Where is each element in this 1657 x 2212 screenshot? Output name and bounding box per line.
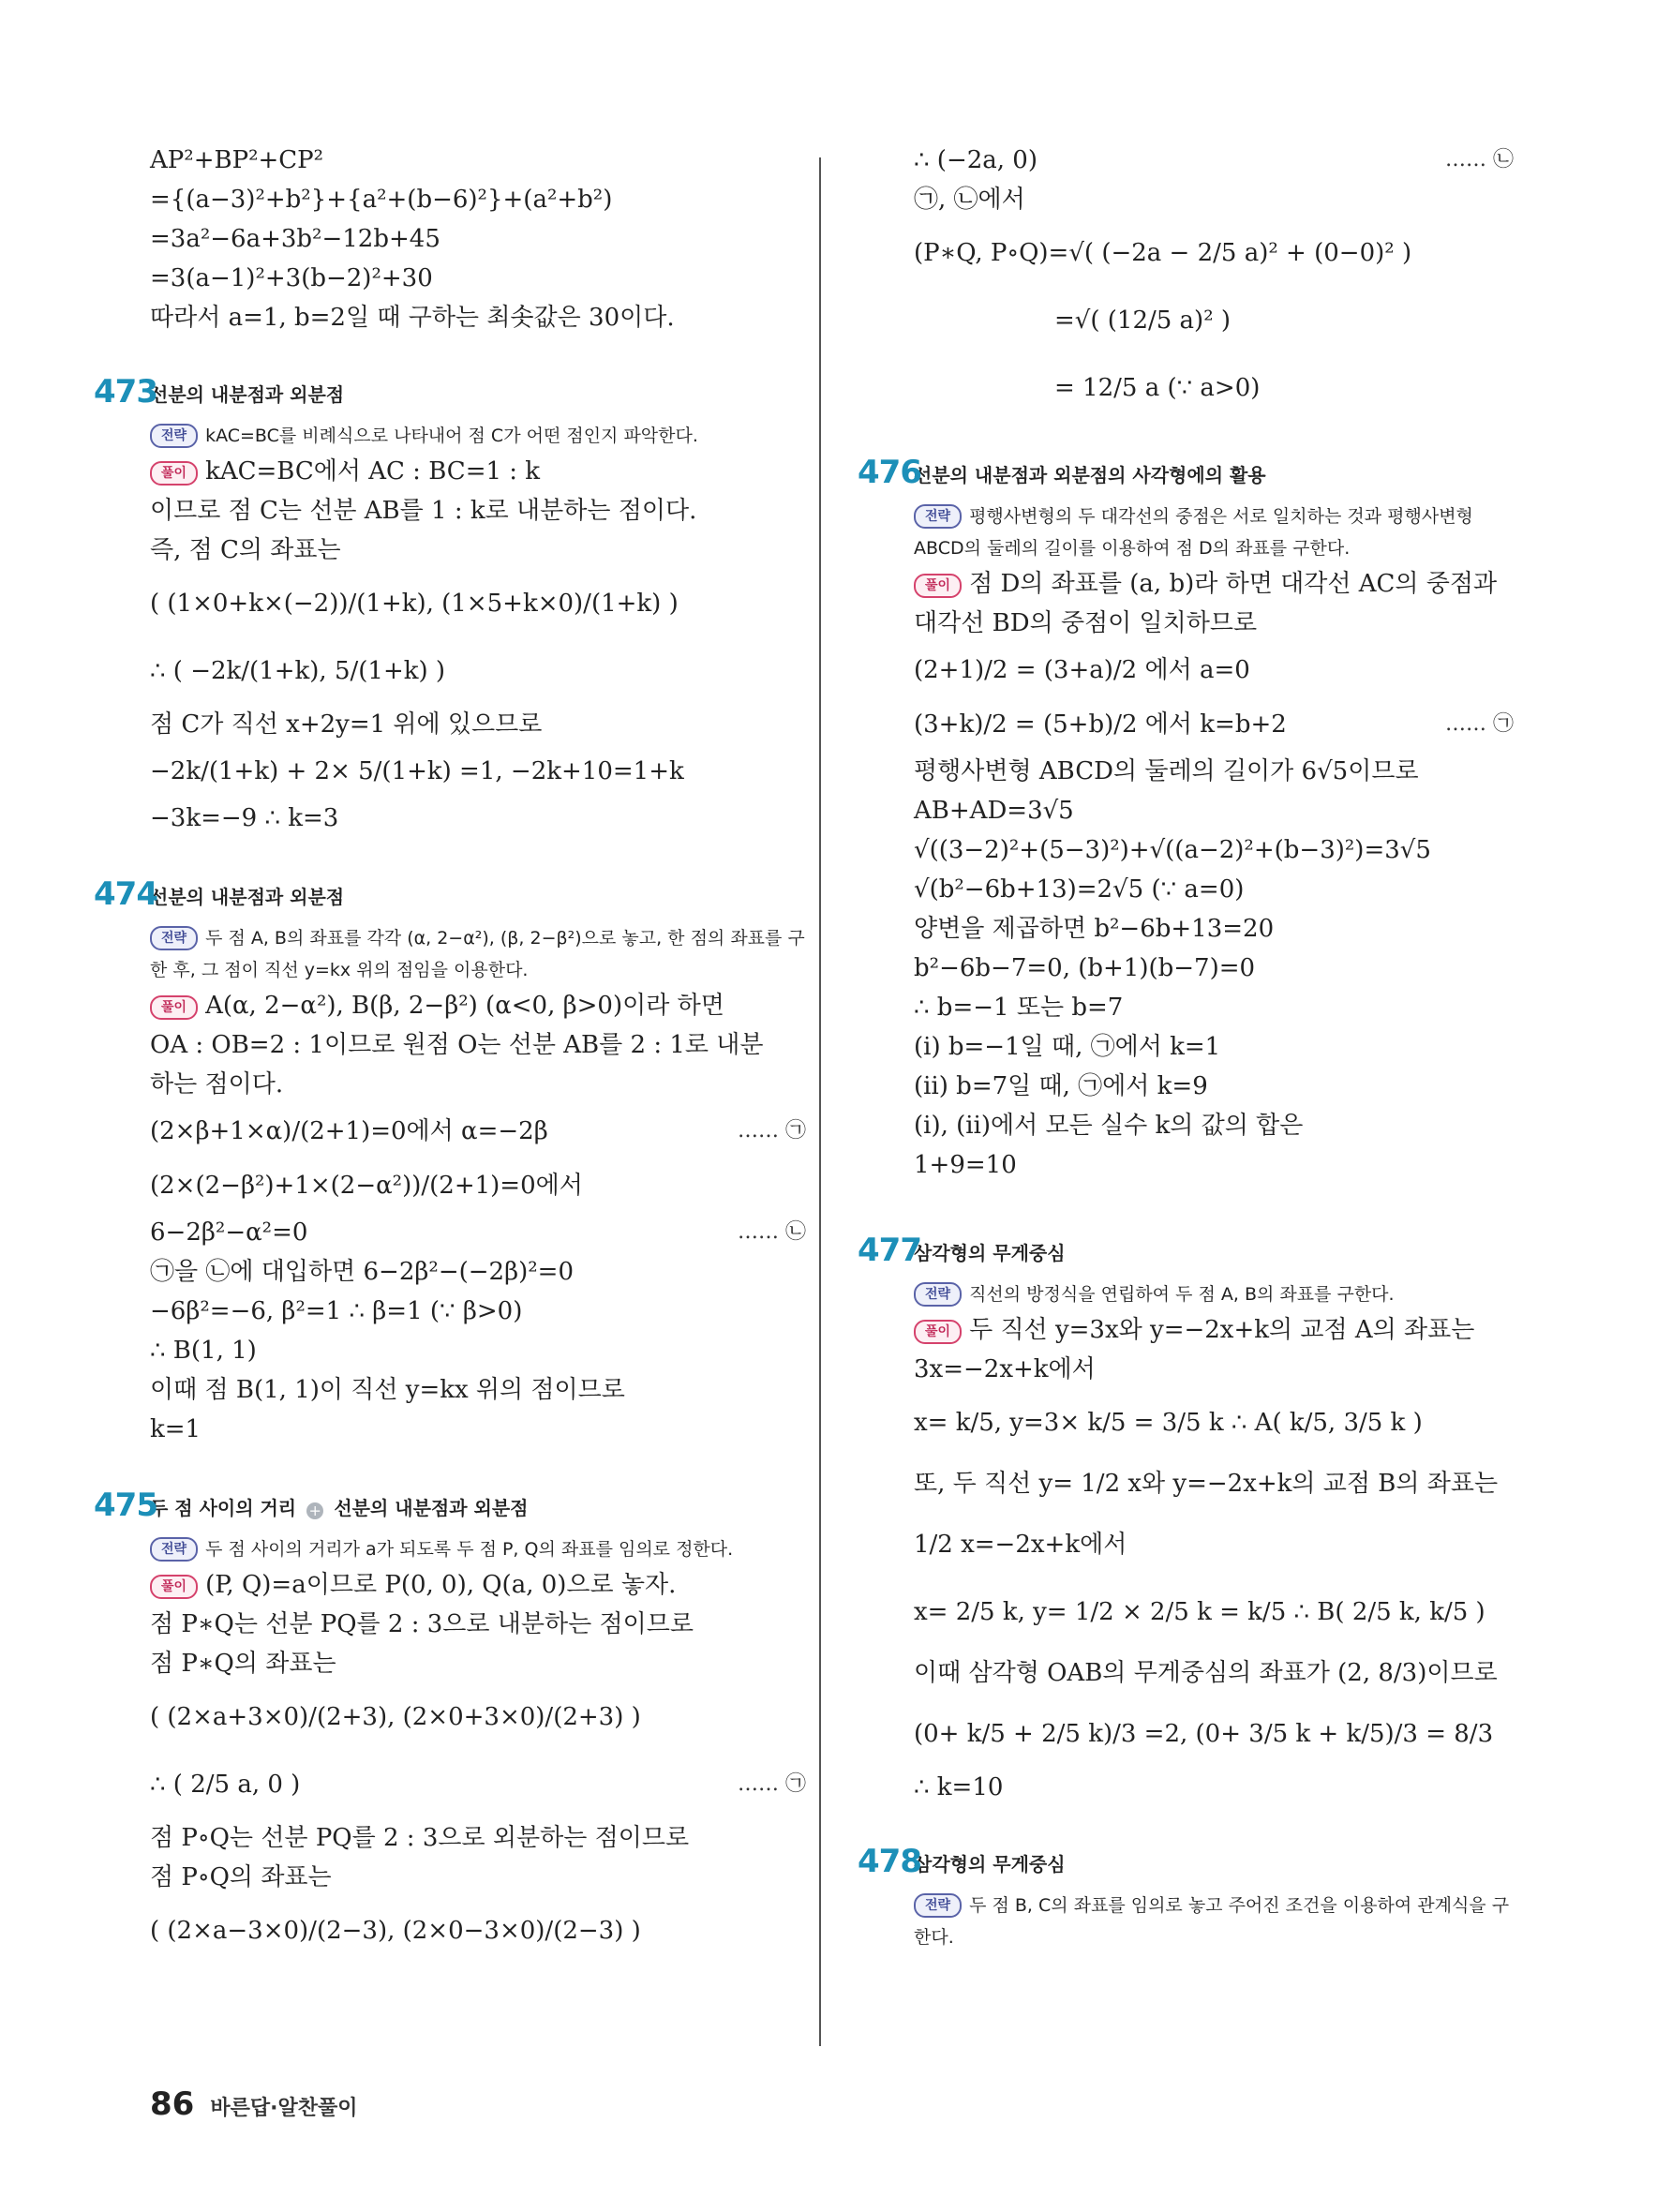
text-line: (ⅰ), (ⅱ)에서 모든 실수 k의 값의 합은 xyxy=(914,1112,1304,1140)
problem-477 xyxy=(858,1232,1514,1807)
problem-title: 삼각형의 무게중심 xyxy=(914,1242,1066,1264)
strategy-text xyxy=(914,501,1514,564)
problem-header xyxy=(858,1232,1514,1278)
solution-line xyxy=(150,452,806,491)
text-line: AP²+BP²+CP² xyxy=(150,146,324,174)
plus-icon: + xyxy=(306,1502,323,1519)
problem-header xyxy=(94,1487,806,1533)
text-line: (ⅱ) b=7일 때, ㉠에서 k=9 xyxy=(914,1072,1208,1100)
problem-header xyxy=(94,875,806,922)
formula-line: (P∗Q, P∘Q)=√( (−2a − 2/5 a)² + (0−0)² ) xyxy=(914,239,1412,267)
solution-badge: 풀이 xyxy=(914,1320,962,1344)
text-line: ∴ b=−1 또는 b=7 xyxy=(914,994,1124,1022)
strategy-body: kAC=BC를 비례식으로 나타내어 점 C가 어떤 점인지 파악한다. xyxy=(205,426,698,446)
strategy-body: 두 점 B, C의 좌표를 임의로 놓고 주어진 조건을 이용하여 관계식을 구한다. xyxy=(914,1895,1510,1948)
equation-marker: …… ㉠ xyxy=(1445,712,1514,736)
problem-header xyxy=(858,1843,1514,1890)
strategy-text xyxy=(914,1890,1514,1953)
formula-line: = 12/5 a (∵ a>0) xyxy=(1054,374,1261,402)
solution-line xyxy=(150,1565,806,1605)
solution-line xyxy=(150,986,806,1025)
formula-text: ∴ ( 2/5 a, 0 ) xyxy=(150,1771,301,1799)
text-line: 따라서 a=1, b=2일 때 구하는 최솟값은 30이다. xyxy=(150,304,675,332)
formula-line: (2+1)/2 = (3+a)/2 에서 a=0 xyxy=(914,656,1250,684)
text-line: 점 P∗Q는 선분 PQ를 2 : 3으로 내분하는 점이므로 xyxy=(150,1610,694,1638)
formula-line: 1/2 x=−2x+k에서 xyxy=(914,1531,1127,1559)
strategy-badge: 전략 xyxy=(914,1893,962,1918)
equation-marker: …… ㉠ xyxy=(738,1772,806,1796)
solution-line xyxy=(914,564,1514,604)
formula-line: (0+ k/5 + 2/5 k)/3 =2, (0+ 3/5 k + k/5)/3 = 8/3 xyxy=(914,1720,1494,1748)
strategy-text xyxy=(914,1278,1514,1310)
strategy-badge: 전략 xyxy=(914,504,962,529)
formula-line: −2k/(1+k) + 2× 5/(1+k) =1, −2k+10=1+k xyxy=(150,757,684,785)
text-line: 대각선 BD의 중점이 일치하므로 xyxy=(914,609,1258,637)
formula-line xyxy=(150,1213,806,1252)
solution-text: 두 직선 y=3x와 y=−2x+k의 교점 A의 좌표는 xyxy=(969,1316,1475,1344)
problem-header xyxy=(94,373,806,420)
problem-number: 473 xyxy=(94,373,157,411)
text-line: AB+AD=3√5 xyxy=(914,797,1074,825)
formula-line: ( (1×0+k×(−2))/(1+k), (1×5+k×0)/(1+k) ) xyxy=(150,590,679,618)
formula-line: (2×(2−β²)+1×(2−α²))/(2+1)=0에서 xyxy=(150,1172,583,1200)
text-line: k=1 xyxy=(150,1415,202,1443)
formula-line: ∴ ( −2k/(1+k), 5/(1+k) ) xyxy=(150,657,446,685)
text-line: 점 P∘Q는 선분 PQ를 2 : 3으로 외분하는 점이므로 xyxy=(150,1824,690,1852)
formula-line xyxy=(150,1751,806,1818)
text-line: 또, 두 직선 y= 1/2 x와 y=−2x+k의 교점 B의 좌표는 xyxy=(914,1470,1499,1498)
formula-line xyxy=(914,697,1514,752)
text-line: ={(a−3)²+b²}+{a²+(b−6)²}+(a²+b²) xyxy=(150,186,613,214)
strategy-badge: 전략 xyxy=(150,1537,198,1562)
strategy-badge: 전략 xyxy=(150,424,198,448)
problem-title: 삼각형의 무게중심 xyxy=(914,1853,1066,1876)
text-line: 점 P∘Q의 좌표는 xyxy=(150,1863,332,1891)
strategy-body: 두 점 사이의 거리가 a가 되도록 두 점 P, Q의 좌표를 임의로 정한다. xyxy=(205,1539,734,1560)
formula-text: 6−2β²−α²=0 xyxy=(150,1218,308,1247)
formula-line: ( (2×a+3×0)/(2+3), (2×0+3×0)/(2+3) ) xyxy=(150,1703,641,1731)
left-column xyxy=(94,141,806,1965)
text-line: 이때 점 B(1, 1)이 직선 y=kx 위의 점이므로 xyxy=(150,1376,625,1404)
text-line: OA : OB=2 : 1이므로 원점 O는 선분 AB를 2 : 1로 내분 xyxy=(150,1031,764,1059)
problem-number: 475 xyxy=(94,1487,157,1524)
text-line: ∴ B(1, 1) xyxy=(150,1337,257,1365)
equation-marker: …… ㉡ xyxy=(1445,148,1514,172)
problem-title: 선분의 내분점과 외분점의 사각형에의 활용 xyxy=(914,464,1266,486)
solution-badge: 풀이 xyxy=(150,461,198,486)
problem-header xyxy=(858,454,1514,501)
text-line: 이때 삼각형 OAB의 무게중심의 좌표가 (2, 8/3)이므로 xyxy=(914,1659,1498,1687)
text-line: √(b²−6b+13)=2√5 (∵ a=0) xyxy=(914,875,1245,904)
text-line: (ⅰ) b=−1일 때, ㉠에서 k=1 xyxy=(914,1033,1221,1061)
right-column xyxy=(858,141,1514,1953)
text-line: 점 C가 직선 x+2y=1 위에 있으므로 xyxy=(150,710,543,739)
problem-473 xyxy=(94,373,806,838)
page-number: 86 xyxy=(150,2085,195,2123)
formula-text: (3+k)/2 = (5+b)/2 에서 k=b+2 xyxy=(914,710,1287,739)
equation-marker: …… ㉠ xyxy=(738,1119,806,1143)
formula-line: x= 2/5 k, y= 1/2 × 2/5 k = k/5 ∴ B( 2/5 k, k/5 ) xyxy=(914,1598,1485,1626)
problem-title: 선분의 내분점과 외분점 xyxy=(150,886,345,908)
text-line: ㉠을 ㉡에 대입하면 6−2β²−(−2β)²=0 xyxy=(150,1258,574,1286)
strategy-body: 두 점 A, B의 좌표를 각각 (α, 2−α²), (β, 2−β²)으로 놓고, 한 점의 좌표를 구한 후, 그 점이 직선 y=kx 위의 점임을 이용한다. xyxy=(150,928,805,980)
strategy-text xyxy=(150,922,806,986)
text-line: 이므로 점 C는 선분 AB를 1 : k로 내분하는 점이다. xyxy=(150,497,697,525)
problem-number: 474 xyxy=(94,875,157,913)
equation-marker: …… ㉡ xyxy=(738,1220,806,1244)
solution-badge: 풀이 xyxy=(914,574,962,598)
text-line: ∴ k=10 xyxy=(914,1773,1004,1801)
continuation-block xyxy=(150,141,806,337)
problem-474 xyxy=(94,875,806,1449)
text-line: 점 P∗Q의 좌표는 xyxy=(150,1650,336,1678)
solution-text: (P, Q)=a이므로 P(0, 0), Q(a, 0)으로 놓자. xyxy=(205,1571,677,1599)
strategy-text xyxy=(150,1533,806,1565)
problem-475 xyxy=(94,1487,806,1965)
text-line: −6β²=−6, β²=1 ∴ β=1 (∵ β>0) xyxy=(150,1297,523,1325)
text-line: b²−6b−7=0, (b+1)(b−7)=0 xyxy=(914,954,1256,982)
problem-title: 선분의 내분점과 외분점 xyxy=(150,383,345,406)
problem-number: 476 xyxy=(858,454,921,491)
text-line: 하는 점이다. xyxy=(150,1070,284,1099)
continuation-block xyxy=(914,141,1514,422)
text-line: √((3−2)²+(5−3)²)+√((a−2)²+(b−3)²)=3√5 xyxy=(914,836,1431,864)
problem-title-a: 두 점 사이의 거리 xyxy=(150,1497,297,1519)
solution-text: 점 D의 좌표를 (a, b)라 하면 대각선 AC의 중점과 xyxy=(969,570,1498,598)
solution-text: kAC=BC에서 AC : BC=1 : k xyxy=(205,457,541,486)
strategy-badge: 전략 xyxy=(150,926,198,950)
strategy-badge: 전략 xyxy=(914,1282,962,1307)
formula-line: ( (2×a−3×0)/(2−3), (2×0−3×0)/(2−3) ) xyxy=(150,1917,641,1945)
text-line: −3k=−9 ∴ k=3 xyxy=(150,804,339,832)
problem-476 xyxy=(858,454,1514,1185)
formula-line: =√( (12/5 a)² ) xyxy=(1054,306,1232,335)
formula-text: ∴ (−2a, 0) xyxy=(914,146,1037,174)
text-line: =3a²−6a+3b²−12b+45 xyxy=(150,225,440,253)
text-line: =3(a−1)²+3(b−2)²+30 xyxy=(150,264,433,292)
formula-text: (2×β+1×α)/(2+1)=0에서 α=−2β xyxy=(150,1117,548,1145)
problem-number: 477 xyxy=(858,1232,921,1269)
column-divider xyxy=(819,157,821,2046)
text-line: 3x=−2x+k에서 xyxy=(914,1355,1096,1383)
strategy-body: 평행사변형의 두 대각선의 중점은 서로 일치하는 것과 평행사변형 ABCD의 둘레의 길이를 이용하여 점 D의 좌표를 구한다. xyxy=(914,506,1473,559)
strategy-text xyxy=(150,420,806,452)
solution-line xyxy=(914,1310,1514,1350)
problem-478 xyxy=(858,1843,1514,1953)
text-line: ㉠, ㉡에서 xyxy=(914,186,1025,214)
formula-line: x= k/5, y=3× k/5 = 3/5 k ∴ A( k/5, 3/5 k ) xyxy=(914,1409,1423,1437)
solution-badge: 풀이 xyxy=(150,1575,198,1599)
page-footer xyxy=(150,2085,358,2123)
book-title: 바른답·알찬풀이 xyxy=(210,2097,358,2120)
solution-badge: 풀이 xyxy=(150,995,198,1020)
formula-line xyxy=(150,1104,806,1158)
problem-title-b: 선분의 내분점과 외분점 xyxy=(334,1497,529,1519)
solution-text: A(α, 2−α²), B(β, 2−β²) (α<0, β>0)이라 하면 xyxy=(205,992,724,1020)
text-line: 즉, 점 C의 좌표는 xyxy=(150,536,341,564)
text-line: 양변을 제곱하면 b²−6b+13=20 xyxy=(914,915,1275,943)
problem-number: 478 xyxy=(858,1843,921,1880)
text-line: 1+9=10 xyxy=(914,1151,1017,1179)
strategy-body: 직선의 방정식을 연립하여 두 점 A, B의 좌표를 구한다. xyxy=(969,1284,1395,1305)
text-line: 평행사변형 ABCD의 둘레의 길이가 6√5이므로 xyxy=(914,757,1419,785)
formula-line xyxy=(914,141,1514,180)
